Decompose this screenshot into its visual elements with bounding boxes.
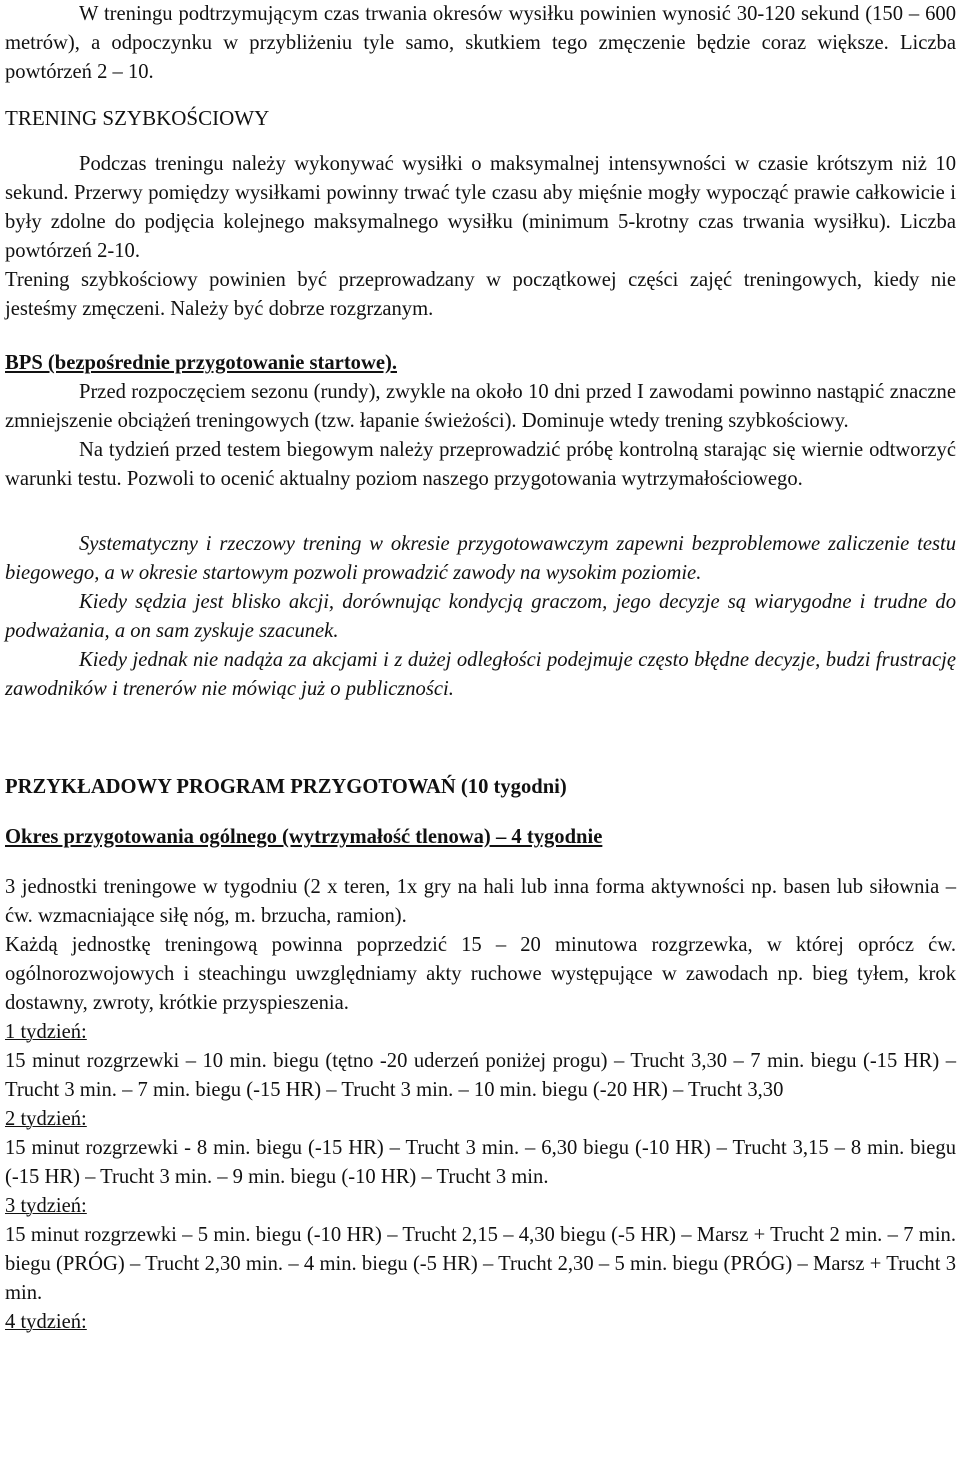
- week-1-label: 1 tydzień:: [5, 1021, 87, 1043]
- week-1-text: 15 minut rozgrzewki – 10 min. biegu (tętno -20 uderzeń poniżej progu) – Trucht 3,30 – 7 min. biegu (-15 HR) – Trucht 3 min. – 7 min. biegu (-15 HR) – Trucht 3 min. – 10 min. biegu (-20 HR) – Trucht 3,30: [5, 1050, 956, 1101]
- italic-paragraph-3: Kiedy jednak nie nadąża za akcjami i z dużej odległości podejmuje często błędne decyzje, budzi frustrację zawodników i trenerów nie mówiąc już o publiczności.: [5, 649, 956, 700]
- program-paragraph-2: Każdą jednostkę treningową powinna poprzedzić 15 – 20 minutowa rozgrzewka, w której oprócz ćw. ogólnorozwojowych i steachingu uwzględniamy akty ruchowe występujące w zawodach np. bieg tyłem, krok dostawny, zwroty, krótkie przyspieszenia.: [5, 934, 956, 1014]
- bps-heading: BPS (bezpośrednie przygotowanie startowe).: [5, 352, 397, 374]
- week-3-text: 15 minut rozgrzewki – 5 min. biegu (-10 HR) – Trucht 2,15 – 4,30 biegu (-5 HR) – Marsz + Trucht 2 min. – 7 min. biegu (PRÓG) – Trucht 2,30 min. – 4 min. biegu (-5 HR) – Trucht 2,30 – 5 min. biegu (PRÓG) – Marsz + Trucht 3 min.: [5, 1224, 956, 1304]
- speed-training-paragraph-1: Podczas treningu należy wykonywać wysiłki o maksymalnej intensywności w czasie krótszym niż 10 sekund. Przerwy pomiędzy wysiłkami powinny trwać tyle czasu aby mięśnie mogły wypocząć prawie całkowicie i były zdolne do podjęcia kolejnego maksymalnego wysiłku (minimum 5-krotny czas trwania wysiłku). Liczba powtórzeń 2-10.: [5, 153, 956, 262]
- week-3-label: 3 tydzień:: [5, 1195, 87, 1217]
- speed-training-heading: TRENING SZYBKOŚCIOWY: [5, 106, 270, 130]
- speed-training-paragraph-2: Trening szybkościowy powinien być przeprowadzany w początkowej części zajęć treningowych, kiedy nie jesteśmy zmęczeni. Należy być dobrze rozgrzanym.: [5, 269, 956, 320]
- document-page: [5, 0, 956, 1337]
- bps-paragraph-1: Przed rozpoczęciem sezonu (rundy), zwykle na około 10 dni przed I zawodami powinno nastąpić znaczne zmniejszenie obciążeń treningowych (tzw. łapanie świeżości). Dominuje wtedy trening szybkościowy.: [5, 381, 956, 432]
- week-2-label: 2 tydzień:: [5, 1108, 87, 1130]
- italic-paragraph-1: Systematyczny i rzeczowy trening w okresie przygotowawczym zapewni bezproblemowe zaliczenie testu biegowego, a w okresie startowym pozwoli prowadzić zawody na wysokim poziomie.: [5, 533, 956, 584]
- italic-paragraph-2: Kiedy sędzia jest blisko akcji, dorównując kondycją graczom, jego decyzje są wiarygodne i trudne do podważania, a on sam zyskuje szacunek.: [5, 591, 956, 642]
- program-heading: PRZYKŁADOWY PROGRAM PRZYGOTOWAŃ (10 tygodni): [5, 776, 567, 798]
- program-subheading: Okres przygotowania ogólnego (wytrzymałość tlenowa) – 4 tygodnie: [5, 826, 603, 848]
- bps-paragraph-2: Na tydzień przed testem biegowym należy przeprowadzić próbę kontrolną starając się wiernie odtworzyć warunki testu. Pozwoli to ocenić aktualny poziom naszego przygotowania wytrzymałościowego.: [5, 439, 956, 490]
- program-paragraph-1: 3 jednostki treningowe w tygodniu (2 x teren, 1x gry na hali lub inna forma aktywności np. basen lub siłownia – ćw. wzmacniające siłę nóg, m. brzucha, ramion).: [5, 876, 956, 927]
- week-4-label: 4 tydzień:: [5, 1311, 87, 1333]
- intro-paragraph: W treningu podtrzymującym czas trwania okresów wysiłku powinien wynosić 30-120 sekund (150 – 600 metrów), a odpoczynku w przybliżeniu tyle samo, skutkiem tego zmęczenie będzie coraz większe. Liczba powtórzeń 2 – 10.: [5, 3, 956, 83]
- week-2-text: 15 minut rozgrzewki - 8 min. biegu (-15 HR) – Trucht 3 min. – 6,30 biegu (-10 HR) – Trucht 3,15 – 8 min. biegu (-15 HR) – Trucht 3 min. – 9 min. biegu (-10 HR) – Trucht 3 min.: [5, 1137, 956, 1188]
